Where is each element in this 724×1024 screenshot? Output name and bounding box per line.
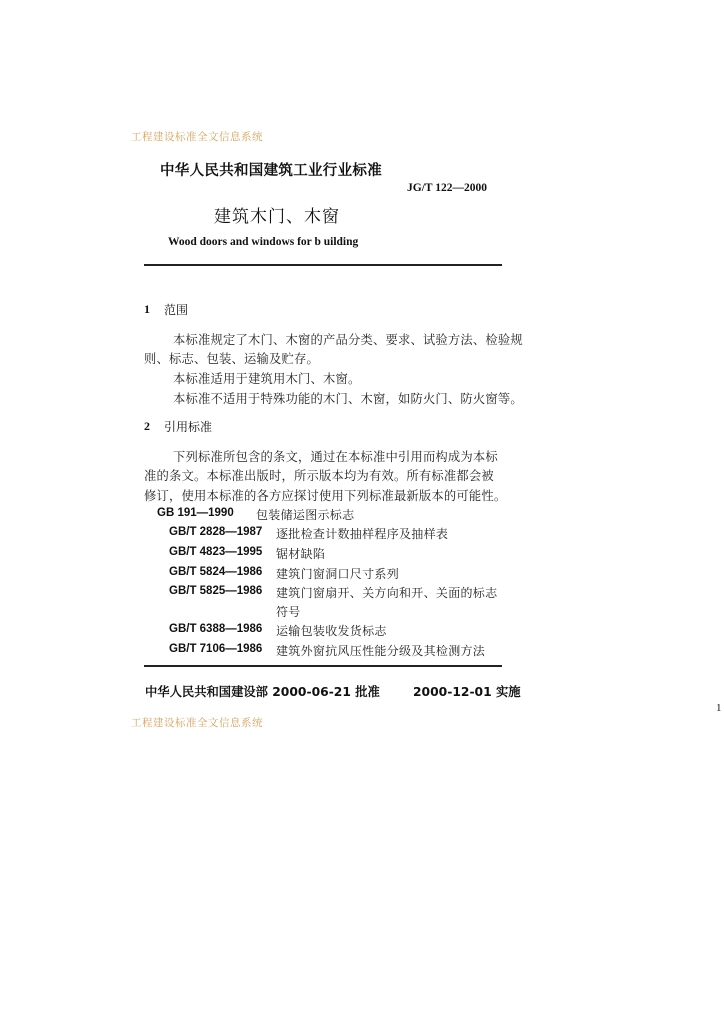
section-2-paragraph-line-1: 下列标准所包含的条文，通过在本标准中引用而构成为本标 — [173, 450, 498, 464]
document-title-chinese: 建筑木门、木窗 — [214, 207, 340, 227]
page-number: 1 — [716, 702, 722, 714]
standard-organization: 中华人民共和国建筑工业行业标准 — [160, 163, 382, 179]
reference-code: GB/T 5825—1986 — [169, 585, 263, 597]
header-divider — [144, 264, 502, 266]
section-1-paragraph-1-line-1: 本标准规定了木门、木窗的产品分类、要求、试验方法、检验规 — [173, 333, 523, 347]
reference-title: 包装储运图示标志 — [256, 508, 355, 522]
section-1-number: 1 — [144, 302, 150, 316]
document-title-english: Wood doors and windows for b uilding — [168, 236, 359, 248]
reference-code: GB/T 7106—1986 — [169, 643, 263, 655]
section-1-title: 范围 — [164, 303, 189, 317]
reference-title: 建筑门窗扇开、关方向和开、关面的标志 — [276, 586, 498, 600]
reference-code: GB 191—1990 — [157, 507, 234, 519]
section-1-paragraph-2: 本标准适用于建筑用木门、木窗。 — [173, 372, 361, 386]
section-1-paragraph-1-line-2: 则、标志、包装、运输及贮存。 — [144, 352, 319, 366]
reference-title: 锯材缺陷 — [276, 547, 326, 561]
standard-number: JG/T 122—2000 — [407, 182, 487, 194]
effective-date-line: 2000-12-01 实施 — [413, 685, 521, 699]
reference-title: 逐批检查计数抽样程序及抽样表 — [276, 527, 449, 541]
approval-line: 中华人民共和国建设部 2000-06-21 批准 — [145, 685, 380, 699]
reference-title-continuation: 符号 — [276, 605, 301, 619]
watermark-bottom: 工程建设标准全文信息系统 — [131, 717, 263, 729]
reference-title: 建筑门窗洞口尺寸系列 — [276, 567, 400, 581]
section-1-paragraph-3: 本标准不适用于特殊功能的木门、木窗，如防火门、防火窗等。 — [173, 392, 523, 406]
reference-code: GB/T 4823—1995 — [169, 546, 263, 558]
reference-code: GB/T 5824—1986 — [169, 566, 263, 578]
section-2-paragraph-line-2: 准的条文。本标准出版时，所示版本均为有效。所有标准都会被 — [144, 469, 494, 483]
reference-code: GB/T 6388—1986 — [169, 623, 263, 635]
section-2-paragraph-line-3: 修订，使用本标准的各方应探讨使用下列标准最新版本的可能性。 — [144, 489, 507, 503]
section-2-title: 引用标准 — [164, 420, 213, 434]
footer-divider — [144, 665, 502, 667]
reference-title: 运输包装收发货标志 — [276, 624, 387, 638]
reference-title: 建筑外窗抗风压性能分级及其检测方法 — [276, 644, 486, 658]
reference-code: GB/T 2828—1987 — [169, 526, 263, 538]
watermark-top: 工程建设标准全文信息系统 — [131, 131, 263, 143]
section-2-number: 2 — [144, 419, 150, 433]
